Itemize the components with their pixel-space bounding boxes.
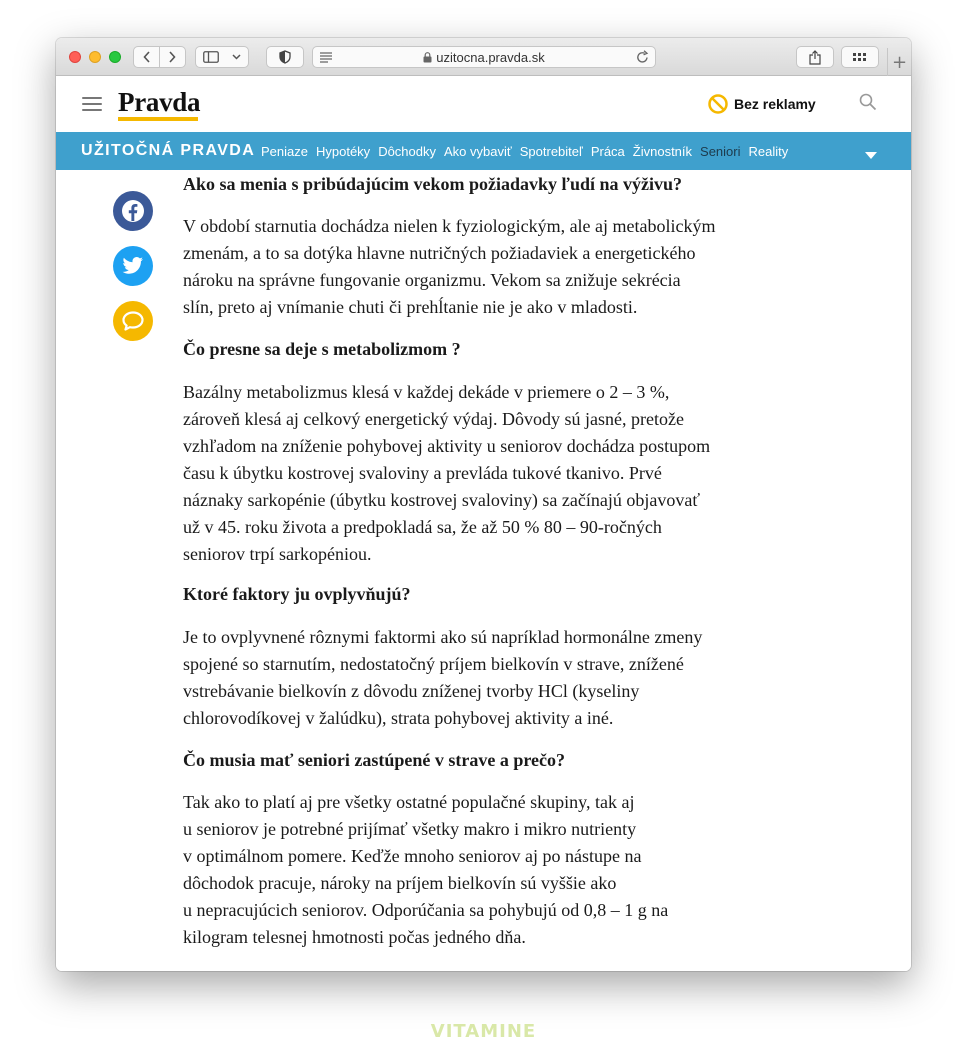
tab-overview-button[interactable] — [841, 46, 879, 68]
section-nav-items — [261, 144, 796, 159]
nav-item-peniaze[interactable]: Peniaze — [261, 144, 308, 159]
new-tab-button[interactable] — [887, 48, 911, 76]
sidebar-toggle-button[interactable] — [195, 46, 249, 68]
url-text: uzitocna.pravda.sk — [436, 50, 545, 65]
article-heading: Čo musia mať seniori zastúpené v strave a prečo? — [183, 750, 566, 770]
nav-item-spotrebitel[interactable]: Spotrebiteľ — [519, 144, 583, 159]
article-area — [56, 170, 911, 971]
privacy-report-button[interactable] — [266, 46, 304, 68]
hamburger-menu-icon[interactable] — [82, 97, 102, 111]
no-ads-icon — [708, 94, 728, 114]
watermark: VITAMINE — [430, 1021, 537, 1042]
shield-icon — [279, 50, 291, 64]
search-icon[interactable] — [859, 93, 877, 116]
site-logo[interactable]: Pravda — [118, 87, 201, 117]
nav-item-hypoteky[interactable]: Hypotéky — [315, 144, 371, 159]
reload-icon[interactable] — [636, 50, 649, 69]
nav-item-dochodky[interactable]: Dôchodky — [378, 144, 436, 159]
sidebar-icon — [203, 51, 219, 63]
zoom-window-button[interactable] — [109, 51, 121, 63]
browser-toolbar — [56, 38, 911, 76]
share-button[interactable] — [796, 46, 834, 68]
nav-item-seniori[interactable]: Seniori — [700, 144, 741, 159]
facebook-icon — [121, 199, 145, 223]
back-button[interactable] — [134, 47, 159, 67]
logo-underline — [118, 117, 198, 121]
share-icon — [809, 50, 821, 65]
chevron-left-icon — [143, 51, 151, 63]
comment-icon — [122, 311, 144, 331]
grid-icon — [853, 53, 867, 62]
article-paragraph: Bazálny metabolizmus klesá v každej dekáde v priemere o 2 – 3 %, zároveň klesá aj celkový energetický výdaj. Dôvody sú jasné, pretože vzhľadom na zníženie pohybovej aktivity u seniorov dochádza postupom času k úbytku kostrovej svaloviny a prevláda tukové tkanivo. Prvé náznaky sarkopénie (úbytku kostrovej svaloviny) sa začínajú objavovať už v 45. roku života a predpokladá sa, že až 50 % 80 – 90-ročných seniorov trpí sarkopéniou. — [183, 382, 711, 564]
article-heading: Ako sa menia s pribúdajúcim vekom požiadavky ľudí na výživu? — [183, 174, 683, 194]
article-paragraph: Tak ako to platí aj pre všetky ostatné populačné skupiny, tak aj u seniorov je potrebné prijímať všetky makro i mikro nutrienty v optimálnom pomere. Keďže mnoho seniorov aj po nástupe na dôchodok pracuje, nároky na príjem bielkovín sú vyššie ako u nepracujúcich seniorov. Odporúčania sa pohybujú od 0,8 – 1 g na kilogram telesnej hmotnosti počas jedného dňa. — [183, 792, 669, 947]
nav-item-reality[interactable]: Reality — [748, 144, 789, 159]
twitter-share-button[interactable] — [113, 246, 153, 286]
no-ads-link[interactable] — [708, 94, 816, 114]
article-paragraph: V období starnutia dochádza nielen k fyziologickým, ale aj metabolickým zmenám, a to sa dotýka hlavne nutričných požiadaviek a energetického nároku na správne fungovanie organizmu. Vekom sa znižuje sekrécia slín, preto aj vnímanie chuti či prehĺtanie nie je ako v mladosti. — [183, 216, 716, 317]
nav-item-ako-vybavit[interactable]: Ako vybaviť — [444, 144, 512, 159]
article-paragraph: Je to ovplyvnené rôznymi faktormi ako sú napríklad hormonálne zmeny spojené so starnutím, nedostatočný príjem bielkovín v strave, znížené vstrebávanie bielkovín z dôvodu zníženej tvorby HCl (kyseliny chlorovodíkovej v žalúdku), strata pohybovej aktivity a iné. — [183, 627, 703, 728]
chevron-down-icon — [232, 54, 241, 60]
facebook-share-button[interactable] — [113, 191, 153, 231]
lock-icon — [423, 52, 432, 63]
section-navbar — [56, 132, 911, 170]
address-bar[interactable] — [312, 46, 656, 68]
twitter-icon — [122, 257, 144, 275]
forward-button[interactable] — [160, 47, 185, 67]
nav-item-praca[interactable]: Práca — [590, 144, 625, 159]
nav-more-toggle[interactable] — [865, 147, 877, 165]
close-window-button[interactable] — [69, 51, 81, 63]
comments-button[interactable] — [113, 301, 153, 341]
no-ads-label: Bez reklamy — [734, 96, 816, 112]
article-heading: Ktoré faktory ju ovplyvňujú? — [183, 584, 411, 604]
plus-icon: + — [891, 51, 908, 73]
back-forward-buttons — [133, 46, 186, 68]
caret-down-icon — [865, 152, 877, 160]
nav-item-zivnostnik[interactable]: Živnostník — [632, 144, 693, 159]
article-heading: Čo presne sa deje s metabolizmom ? — [183, 339, 461, 359]
site-header — [56, 76, 911, 132]
section-brand[interactable]: UŽITOČNÁ PRAVDA — [81, 142, 256, 159]
minimize-window-button[interactable] — [89, 51, 101, 63]
chevron-right-icon — [168, 51, 176, 63]
browser-window — [56, 38, 911, 971]
